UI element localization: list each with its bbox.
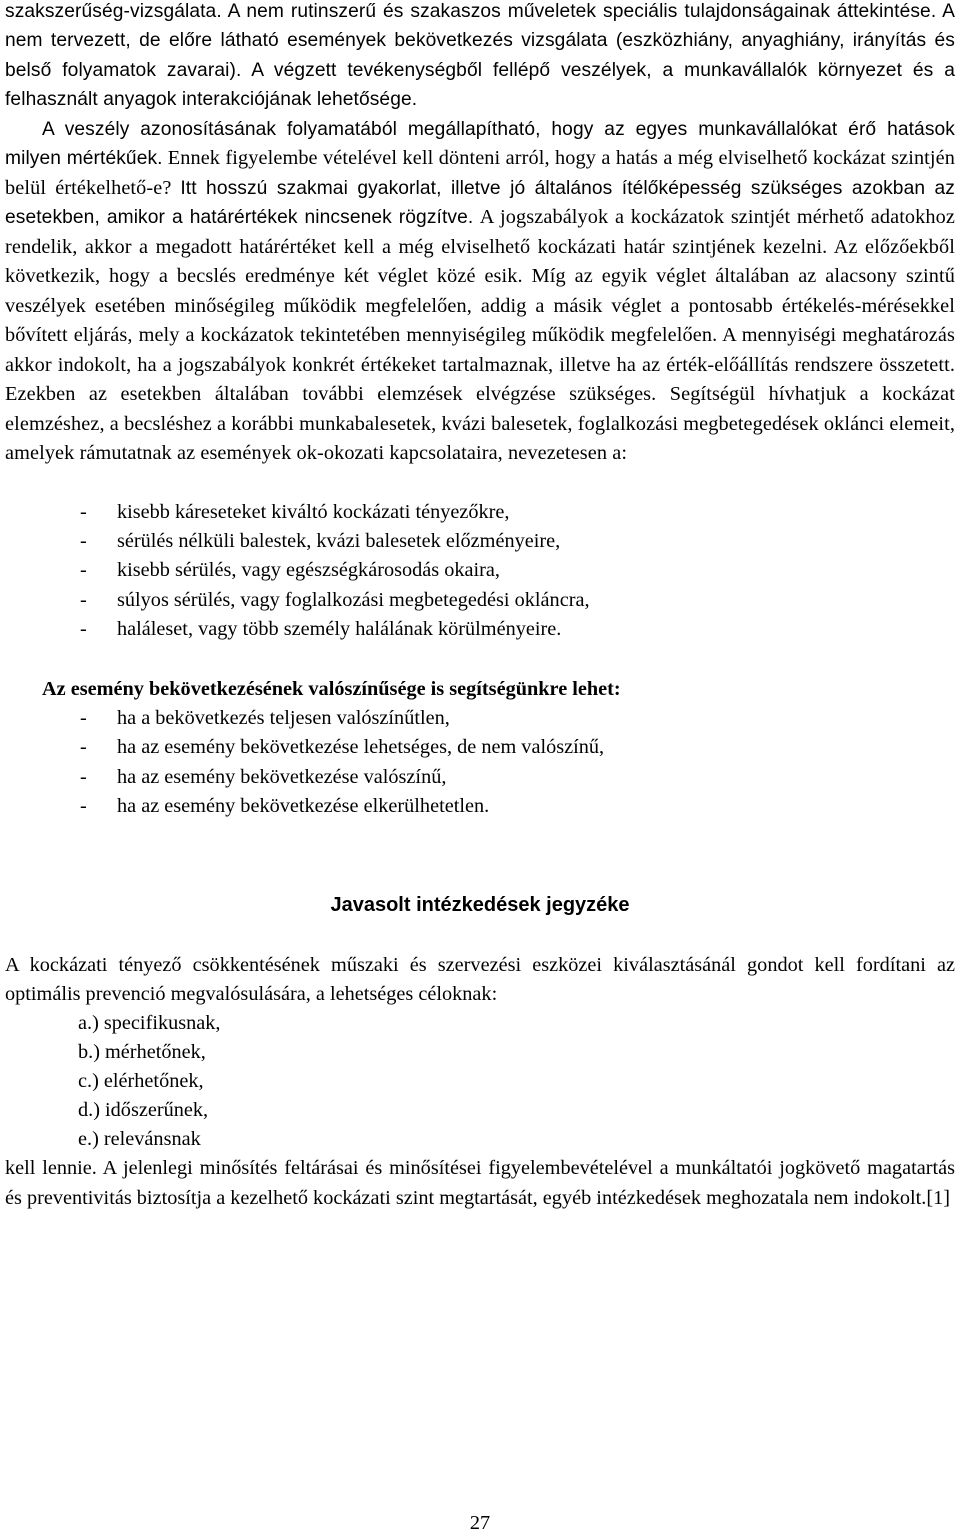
list-item: - súlyos sérülés, vagy foglalkozási megbetegedési okláncra,	[80, 588, 590, 611]
list-item: b.) mérhetőnek,	[78, 1041, 206, 1064]
list-item: - sérülés nélküli balestek, kvázi balesetek előzményeire,	[80, 530, 561, 553]
section-title: Javasolt intézkedések jegyzéke	[330, 893, 630, 916]
list-item: d.) időszerűnek,	[78, 1099, 209, 1122]
list-item: - kisebb káreseteket kiváltó kockázati tényezőkre,	[80, 500, 510, 523]
risk-assessment-serif-part-2: A jogszabályok a kockázatok szintjét mérhető adatokhoz rendelik, akkor a megadott határértéket kell a még elviselhető kockázati határ szintjének kezelni. Az előzőekből következik, hogy a becslés eredménye két véglet közé esik. Míg az egyik véglet általában az alacsony szintű veszélyek esetében minőségileg működik megfelelően, addig a másik véglet a pontosabb értékelés-mérésekkel bővített eljárás, mely a kockázatok tekintetében mennyiségileg működik megfelelően. A mennyiségi meghatározás akkor indokolt, ha a jogszabályok konkrét értékeket tartalmaznak, illetve ha az érték-előállítás rendszere összetett. Ezekben az esetekben általában további elemzések elvégzése szükséges. Segítségül hívhatjuk a kockázat elemzéshez, a becsléshez a korábbi munkabalesetek, kvázi balesetek, foglalkozási megbetegedések oklánci elemeit, amelyek rámutatnak az események ok-okozati kapcsolataira, nevezetesen a:	[5, 206, 955, 465]
causal-chain-list	[5, 498, 955, 645]
list-item: a.) specifikusnak,	[78, 1012, 221, 1035]
probability-list	[5, 704, 955, 822]
list-item: - ha az esemény bekövetkezése lehetséges, de nem valószínű,	[80, 736, 605, 759]
paragraph-risk-assessment	[5, 115, 955, 469]
list-item: e.) relevánsnak	[78, 1128, 201, 1151]
list-item: - ha az esemény bekövetkezése elkerülhetetlen.	[80, 795, 490, 818]
list-item: - ha az esemény bekövetkezése valószínű,	[80, 765, 447, 788]
risk-assessment-sans-part-2: Itt hosszú szakmai gyakorlat, illetve jó általános ítélőképesség szükséges azokban az esetekben, amikor a határértékek nincsenek rögzítve.	[5, 177, 955, 229]
risk-assessment-serif-part-1: Ennek figyelembe vételével kell dönteni arról, hogy a hatás a még elviselhető kockázat szintjén belül értékelhető-e?	[5, 147, 955, 199]
measures-intro: A kockázati tényező csökkentésének műszaki és szervezési eszközei kiválasztásánál gondot kell fordítani az optimális prevenció megvalósulására, a lehetséges céloknak:	[5, 953, 955, 1005]
page-number: 27	[469, 1512, 491, 1534]
paragraph-hazard-review-text: szakszerűség-vizsgálata. A nem rutinszerű és szakaszos műveletek speciális tulajdonságainak áttekintése. A nem tervezett, de előre látható események bekövetkezés vizsgálata (eszközhiány, anyaghiány, irányítás és belső folyamatok zavarai). A végzett tevékenységből fellépő veszélyek, a munkavállalók környezet és a felhasznált anyagok interakciójának lehetősége.	[5, 1, 955, 111]
probability-heading: Az esemény bekövetkezésének valószínűsége is segítségünkre lehet:	[42, 677, 621, 700]
list-item: - haláleset, vagy több személy halálának körülményeire.	[80, 618, 562, 641]
list-item: c.) elérhetőnek,	[78, 1070, 204, 1093]
list-item: - kisebb sérülés, vagy egészségkárosodás okaira,	[80, 559, 500, 582]
paragraph-hazard-review	[5, 0, 955, 115]
measures-closing: kell lennie. A jelenlegi minősítés feltárásai és minősítései figyelembevételével a munkáltatói jogkövető magatartás és preventivitás biztosítja a kezelhető kockázati szint megtartását, egyéb intézkedések meghozatala nem indokolt.[1]	[5, 1157, 955, 1209]
goals-list	[5, 1009, 955, 1154]
risk-assessment-sans-part-1: A veszély azonosításának folyamatából megállapítható, hogy az egyes munkavállalókat érő hatások milyen mértékűek.	[5, 118, 955, 170]
list-item: - ha a bekövetkezés teljesen valószínűtlen,	[80, 706, 450, 729]
document-page	[5, 0, 955, 1213]
